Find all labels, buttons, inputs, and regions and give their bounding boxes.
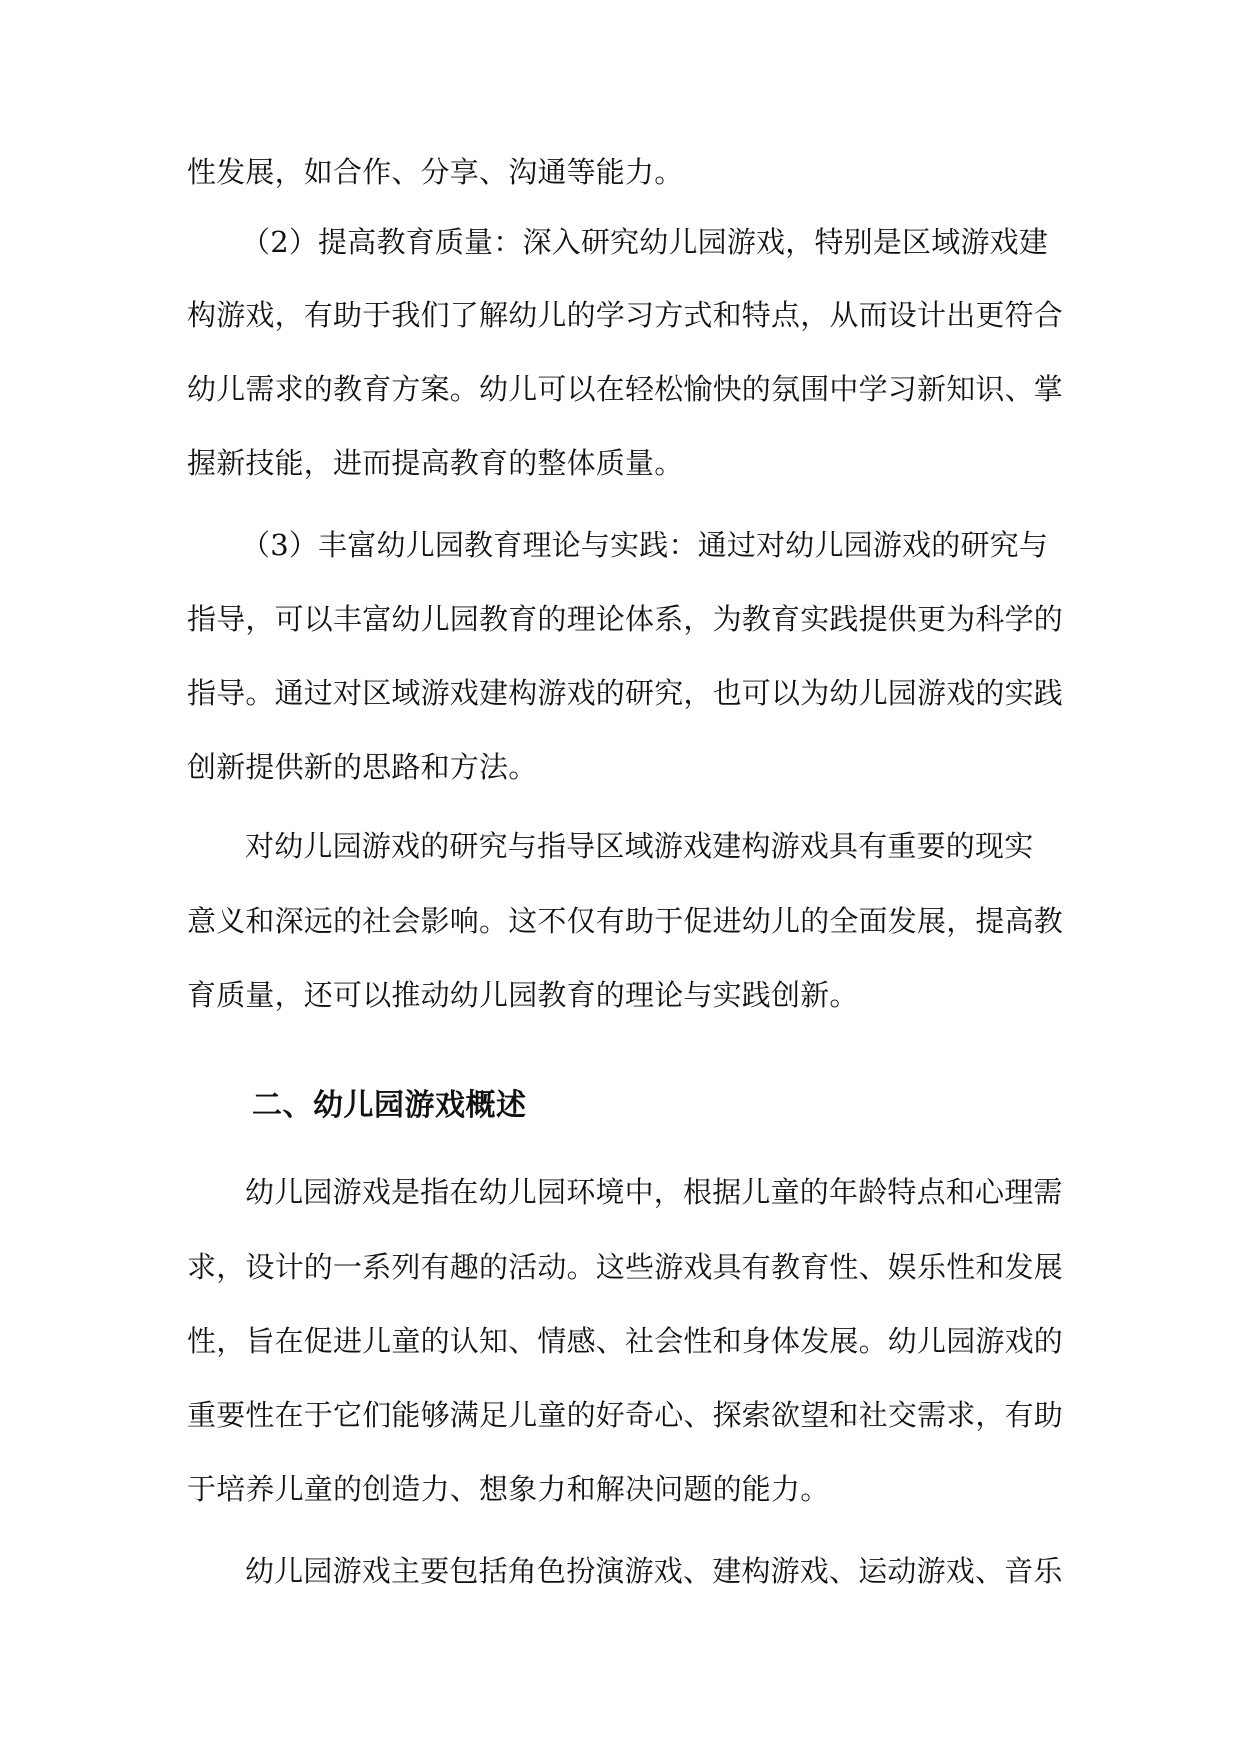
text-line: 对幼儿园游戏的研究与指导区域游戏建构游戏具有重要的现实 [245,829,1034,863]
text-line: （3）丰富幼儿园教育理论与实践：通过对幼儿园游戏的研究与 [241,528,1049,562]
text-line: 幼儿园游戏主要包括角色扮演游戏、建构游戏、运动游戏、音乐 [245,1554,1063,1588]
text-line: 幼儿园游戏是指在幼儿园环境中，根据儿童的年龄特点和心理需 [245,1175,1063,1209]
text-line: 性，旨在促进儿童的认知、情感、社会性和身体发展。幼儿园游戏的 [187,1324,1064,1358]
section-heading: 二、幼儿园游戏概述 [252,1088,527,1123]
text-line: （2）提高教育质量：深入研究幼儿园游戏，特别是区域游戏建 [241,225,1049,259]
text-line: 创新提供新的思路和方法。 [187,750,538,784]
text-line: 幼儿需求的教育方案。幼儿可以在轻松愉快的氛围中学习新知识、掌 [187,372,1064,406]
text-line: 育质量，还可以推动幼儿园教育的理论与实践创新。 [187,978,859,1012]
text-line: 于培养儿童的创造力、想象力和解决问题的能力。 [187,1472,830,1506]
text-line: 求，设计的一系列有趣的活动。这些游戏具有教育性、娱乐性和发展 [187,1250,1064,1284]
text-line: 指导。通过对区域游戏建构游戏的研究，也可以为幼儿园游戏的实践 [187,676,1064,710]
text-line: 重要性在于它们能够满足儿童的好奇心、探索欲望和社交需求，有助 [187,1398,1064,1432]
text-line: 构游戏，有助于我们了解幼儿的学习方式和特点，从而设计出更符合 [187,298,1064,332]
text-line: 握新技能，进而提高教育的整体质量。 [187,446,684,480]
text-line: 性发展，如合作、分享、沟通等能力。 [187,155,684,189]
text-line: 指导，可以丰富幼儿园教育的理论体系，为教育实践提供更为科学的 [187,602,1064,636]
text-line: 意义和深远的社会影响。这不仅有助于促进幼儿的全面发展，提高教 [187,904,1064,938]
